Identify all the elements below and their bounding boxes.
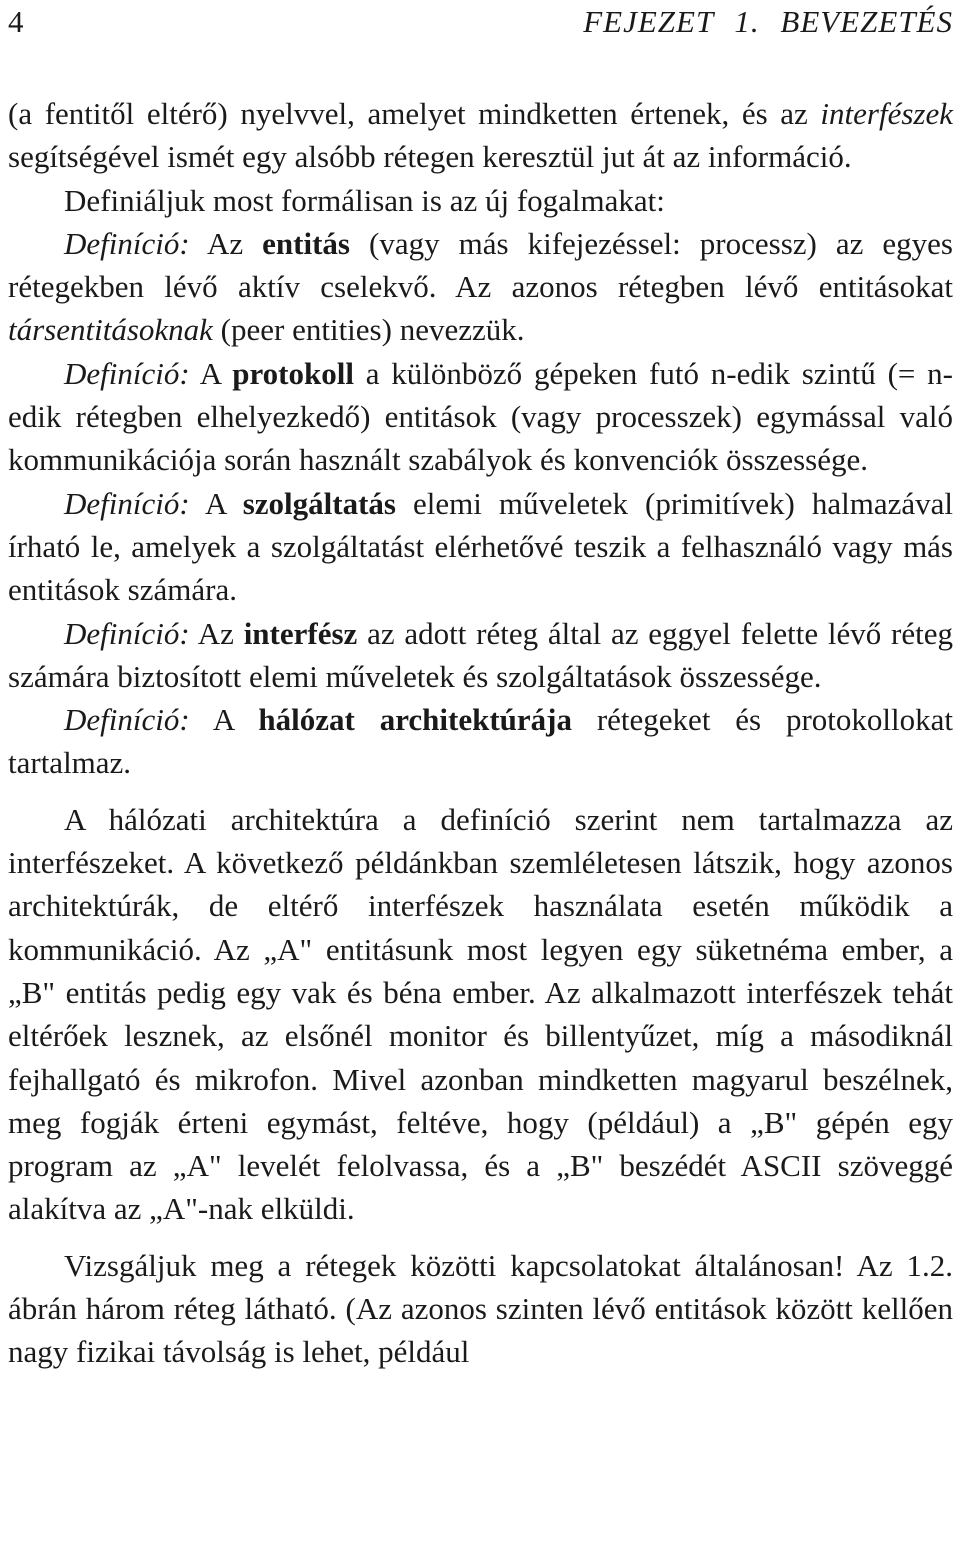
- paragraph-example: A hálózati architektúra a definíció szerint nem tartalmazza az interfészeket. A következő példánkban szemléletesen látszik, hogy azonos architektúrák, de eltérő interfészek használata esetén működik a kommunikáció. Az „A" entitásunk most legyen egy süketnéma ember, a „B" entitás pedig egy vak és béna ember. Az alkalmazott interfészek tehát eltérőek lesznek, az elsőnél monitor és billentyűzet, míg a másodiknál fejhallgató és mikrofon. Mivel azonban mindketten magyarul beszélnek, meg fogják érteni egymást, feltéve, hogy (például) a „B" gépén egy program az „A" levelét felolvassa, és a „B" beszédét ASCII szöveggé alakítva az „A"-nak elküldi.: [8, 801, 953, 1227]
- text-span: (vagy más kifejezéssel: processz) az egyes rétegekben lévő aktív cselekvő. Az azonos rétegben lévő entitásokat: [8, 225, 953, 305]
- term-interfesz: interfész: [243, 615, 358, 651]
- running-head: FEJEZET 1. BEVEZETÉS: [583, 4, 953, 39]
- definition-architektura: [8, 698, 953, 785]
- page-header: [8, 0, 953, 44]
- definition-interfesz: [8, 612, 953, 699]
- definition-szolgaltatas: [8, 482, 953, 612]
- definition-label: Definíció:: [64, 355, 190, 391]
- paragraph-intro: Definiáljuk most formálisan is az új fogalmakat:: [64, 182, 665, 218]
- text-span: az adott réteg által az eggyel felette lévő réteg számára biztosított elemi műveletek és szolgáltatások összessége.: [8, 615, 954, 694]
- text-span: a különböző gépeken futó n-edik szintű (= n-edik rétegben elhelyezkedő) entitások (vagy processzek) egymással való kommunikációja során használt szabályok és konvenciók összessége.: [8, 355, 953, 478]
- term-tarsentitasok: társentitásoknak: [8, 312, 213, 348]
- term-protokoll: protokoll: [232, 355, 354, 391]
- text-span: elemi műveletek (primitívek) halmazával írható le, amelyek a szolgáltatást elérhetővé teszik a felhasználó vagy más entitások számára.: [8, 485, 953, 608]
- definition-label: Definíció:: [64, 615, 190, 651]
- emphasis-interfeszek: interfészek: [820, 96, 953, 131]
- definition-label: Definíció:: [64, 225, 190, 261]
- paragraph-layers: Vizsgáljuk meg a rétegek közötti kapcsolatokat általánosan! Az 1.2. ábrán három réteg látható. (Az azonos szinten lévő entitások között kellően nagy fizikai távolság is lehet, például: [8, 1247, 953, 1370]
- body-text: [8, 92, 953, 1374]
- definition-entitas: [8, 222, 953, 352]
- page-number: 4: [8, 4, 24, 39]
- text-span: A: [189, 702, 259, 738]
- term-szolgaltatas: szolgáltatás: [242, 485, 396, 521]
- text-span: (peer entities) nevezzük.: [212, 312, 525, 348]
- definition-protokoll: [8, 352, 953, 482]
- term-entitas: entitás: [262, 225, 350, 261]
- term-halozat-architekturaja: hálózat architektúrája: [258, 702, 572, 738]
- definition-label: Definíció:: [64, 485, 190, 521]
- text-span: rétegeket és protokollokat tartalmaz.: [8, 702, 954, 781]
- definition-label: Definíció:: [64, 702, 190, 738]
- document-page: [8, 0, 953, 1374]
- text-span: (a fentitől eltérő) nyelvvel, amelyet mindketten értenek, és az: [8, 96, 821, 131]
- paragraph-continuation: [8, 92, 953, 179]
- text-span: A: [189, 355, 233, 391]
- text-span: A: [189, 485, 243, 521]
- text-span: Az: [189, 225, 263, 261]
- text-span: segítségével ismét egy alsóbb rétegen keresztül jut át az információ.: [8, 139, 852, 175]
- text-span: Az: [189, 615, 244, 651]
